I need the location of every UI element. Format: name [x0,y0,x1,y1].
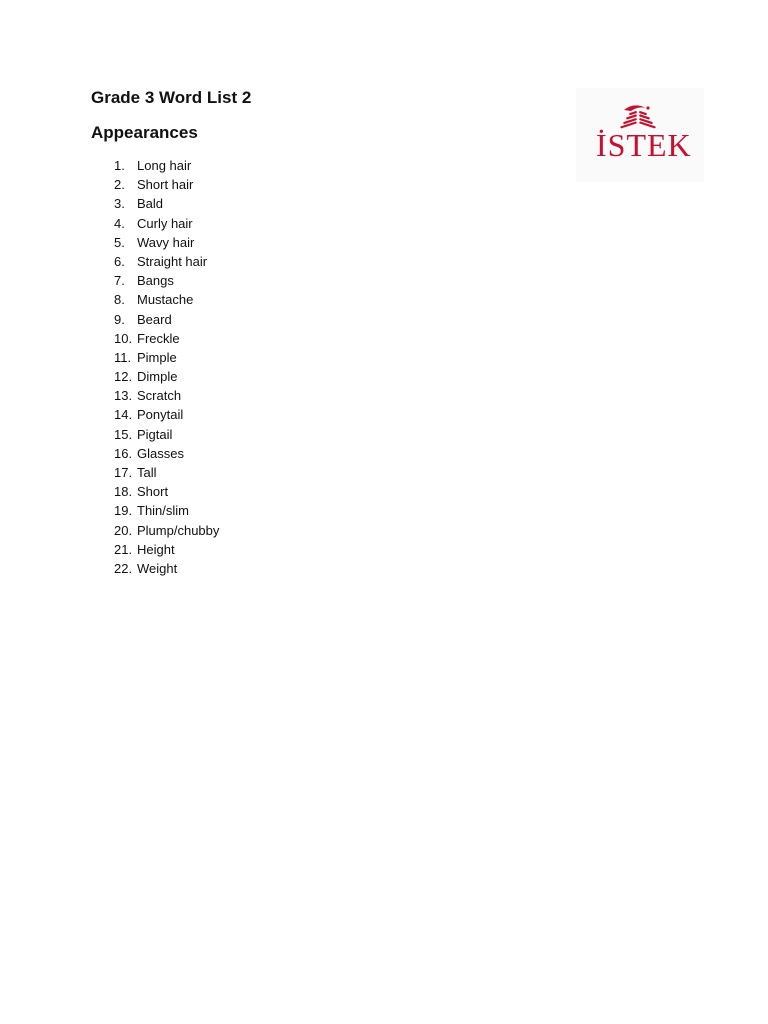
word-list [91,156,219,578]
list-item-number: 20. [114,522,133,538]
list-item [91,214,219,233]
istek-logo-icon [576,88,704,182]
list-item [91,348,219,367]
list-item-word: Bangs [137,273,174,289]
list-item-word: Tall [137,465,157,480]
list-item [91,271,219,290]
list-item [91,194,219,213]
list-item [91,540,219,559]
list-item [91,444,219,463]
list-item-number: 4. [114,215,125,231]
list-item-number: 12. [114,369,133,385]
list-item-number: 21. [114,541,133,557]
list-item-word: Mustache [137,292,194,308]
list-item [91,310,219,329]
list-item-word: Bald [137,196,164,212]
list-item-word: Weight [137,560,178,576]
list-item-number: 5. [114,234,125,250]
list-item-number: 19. [114,503,133,519]
list-item [91,386,219,405]
list-item-word: Short hair [137,177,194,193]
list-item [91,501,219,520]
list-item-word: Plump/chubby [137,522,220,538]
istek-logo [576,88,704,182]
list-item-word: Long hair [137,158,192,173]
list-item [91,252,219,271]
list-item-word: Curly hair [137,215,193,231]
list-item [91,175,219,194]
list-item-number: 1. [114,158,125,173]
list-item [91,156,219,175]
list-item [91,367,219,386]
list-item-word: Short [137,484,169,500]
list-item-word: Glasses [137,445,184,461]
list-item-word: Straight hair [137,253,208,269]
list-item [91,290,219,309]
list-item [91,233,219,252]
list-item [91,329,219,348]
list-item-word: Freckle [137,330,180,346]
list-item [91,405,219,424]
list-item-number: 7. [114,273,125,289]
list-item-word: Beard [137,311,172,327]
list-item-number: 11. [114,349,132,365]
list-item-number: 13. [114,388,133,404]
list-item-word: Ponytail [137,407,184,423]
list-item-number: 3. [114,196,125,212]
list-item-number: 2. [114,177,125,193]
list-item-number: 18. [114,484,133,500]
list-item [91,463,219,482]
list-item-word: Dimple [137,369,178,385]
list-item-number: 17. [114,465,133,480]
list-item-word: Scratch [137,388,182,404]
list-item [91,559,219,578]
list-item-number: 16. [114,445,133,461]
section-title: Appearances [91,123,198,142]
logo-text: İSTEK [596,127,692,163]
list-item-number: 22. [114,560,133,576]
list-item-number: 9. [114,311,125,327]
list-item-word: Height [137,541,175,557]
list-item-number: 15. [114,426,133,442]
list-item-word: Thin/slim [137,503,190,519]
list-item-word: Pigtail [137,426,173,442]
list-item-word: Wavy hair [137,234,195,250]
list-item-number: 14. [114,407,133,423]
list-item [91,425,219,444]
list-item-number: 8. [114,292,125,308]
list-item-word: Pimple [137,349,177,365]
list-item [91,521,219,540]
page-title: Grade 3 Word List 2 [91,88,252,107]
list-item-number: 6. [114,253,125,269]
list-item [91,482,219,501]
list-item-number: 10. [114,330,133,346]
